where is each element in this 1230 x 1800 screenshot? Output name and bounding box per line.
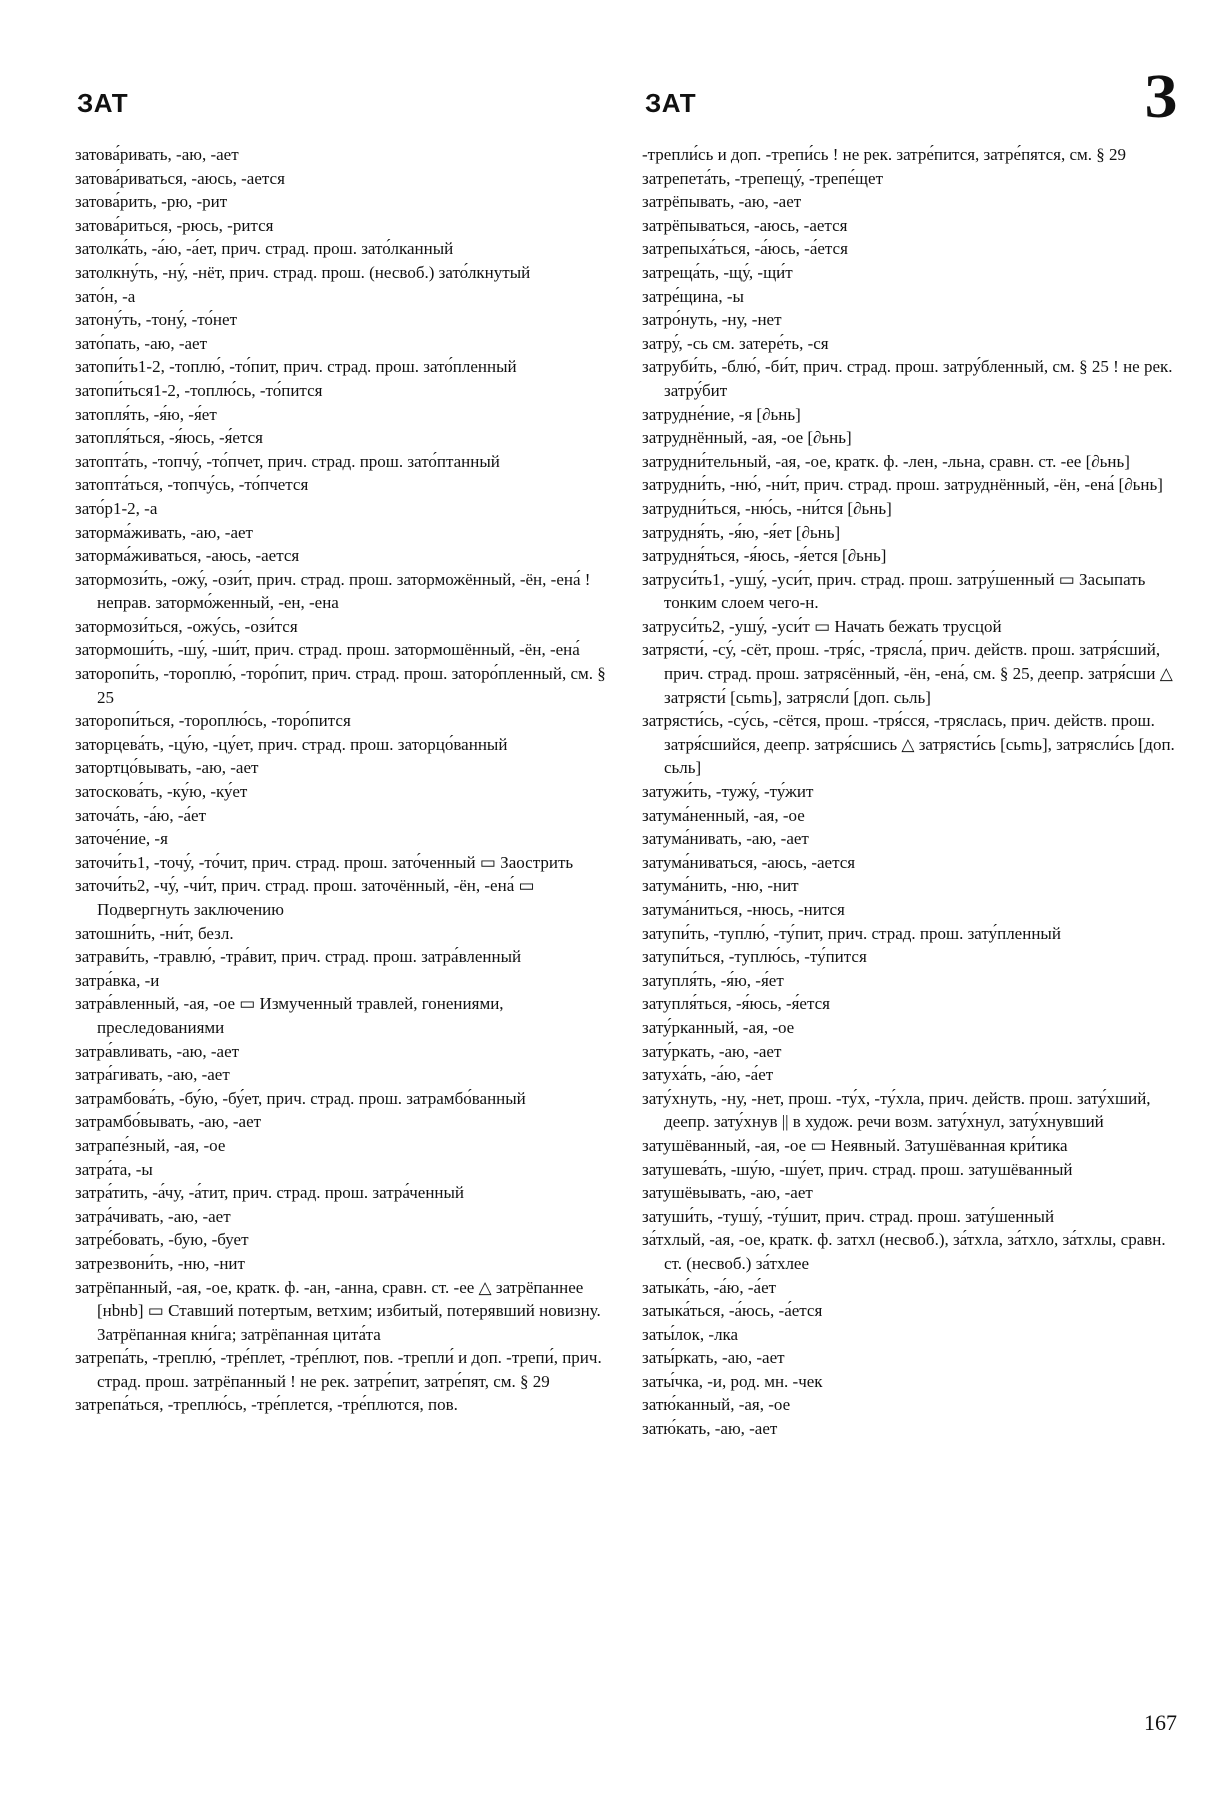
dictionary-entry: затрёпанный, -ая, -ое, кратк. ф. -ан, -анна, сравн. ст. -ее △ затрёпаннее [нbнb] ▭ Ставший потертым, ветхим; избитый, потерявший новизну. Затрёпанная кни́га; затрёпанная цита́та [75,1277,601,1344]
dictionary-entry: затра́тить, -а́чу, -а́тит, прич. страд. прош. затра́ченный [75,1183,465,1203]
dictionary-entry: затова́риться, -рюсь, -рится [75,215,274,235]
dictionary-entry: затормози́ться, -ожу́сь, -ози́тся [75,616,298,636]
dictionary-entry: заторма́живаться, -аюсь, -ается [75,546,300,566]
dictionary-entry: затруси́ть2, -ушу́, -уси́т ▭ Начать бежать трусцой [642,616,1002,636]
dictionary-entry: затума́ниваться, -аюсь, -ается [642,852,856,872]
dictionary-entry: затрудня́ться, -я́юсь, -я́ется [∂ьнь] [642,546,887,566]
dictionary-entry: затра́чивать, -аю, -ает [75,1206,231,1226]
dictionary-entry: заторма́живать, -аю, -ает [75,522,253,542]
page-number: 167 [1144,1710,1177,1735]
dictionary-entry: затуха́ть, -а́ю, -а́ет [642,1065,774,1085]
dictionary-entry: затупи́ться, -туплю́сь, -ту́пится [642,947,867,967]
dictionary-entry: затрясти́сь, -су́сь, -сётся, прош. -тря́сся, -тряслась, прич. действ. прош. затря́сшийся, деепр. затря́сшись △ затрясти́сь [cьmь], затрясли́сь [доп. cьль] [642,711,1175,778]
dictionary-entry: затума́ниться, -нюсь, -нится [642,900,845,919]
dictionary-entry: зату́хнуть, -ну, -нет, прош. -ту́х, -ту́хла, прич. действ. прош. зату́хший, деепр. зату́хнув || в худож. речи возм. зату́хнул, зату́хнувший [642,1088,1151,1132]
dictionary-entry: затруднённый, -ая, -ое [∂ьнь] [642,428,852,448]
dictionary-entry: зату́рканный, -ая, -ое [642,1017,795,1037]
dictionary-entry: заты́лок, -лка [642,1324,739,1344]
dictionary-entry: затормоши́ть, -шу́, -ши́т, прич. страд. прош. затормошённый, -ён, -ена́ [75,640,580,660]
dictionary-entry: затре́бовать, -бую, -бует [75,1230,249,1250]
dictionary-entry: затушева́ть, -шу́ю, -шу́ет, прич. страд. прош. затушёванный [642,1159,1073,1179]
dictionary-entry: затыка́ть, -а́ю, -а́ет [642,1277,777,1297]
dictionary-entry: затрёпывать, -аю, -ает [642,192,802,212]
dictionary-entry: затро́нуть, -ну, -нет [642,310,782,330]
dictionary-entry: зату́ркать, -аю, -ает [642,1041,782,1061]
dictionary-entry: затума́нивать, -аю, -ает [642,829,809,849]
dictionary-entry: затрапе́зный, -ая, -ое [75,1135,226,1155]
dictionary-entry: затупи́ть, -туплю́, -ту́пит, прич. страд. прош. зату́пленный [642,923,1061,943]
dictionary-entry: затопля́ть, -я́ю, -я́ет [75,404,217,424]
dictionary-entry: затрамбова́ть, -бу́ю, -бу́ет, прич. страд. прош. затрамбо́ванный [75,1088,526,1108]
dictionary-entry: заты́чка, -и, род. мн. -чек [642,1371,823,1391]
dictionary-entry: затума́нить, -ню, -нит [642,876,799,896]
dictionary-entry: затра́вка, -и [75,970,160,990]
dictionary-entry: зато́пать, -аю, -ает [75,333,207,353]
dictionary-entry: затре́щина, -ы [642,286,744,306]
dictionary-entry: затоскова́ть, -ку́ю, -ку́ет [75,782,248,802]
dictionary-entry: заточи́ть2, -чу́, -чи́т, прич. страд. прош. заточённый, -ён, -ена́ ▭ Подвергнуть заключению [75,876,535,919]
dictionary-entry: затра́та, -ы [75,1159,153,1179]
dictionary-entry: затю́кать, -аю, -ает [642,1419,778,1439]
dictionary-entry: затормози́ть, -ожу́, -ози́т, прич. страд. прош. заторможённый, -ён, -ена́ ! неправ. затормо́женный, -ен, -ена [75,569,591,613]
dictionary-entry: затушёванный, -ая, -ое ▭ Неявный. Затушёванная кри́тика [642,1135,1068,1155]
dictionary-entry: затра́гивать, -аю, -ает [75,1065,230,1085]
dictionary-entry: затума́ненный, -ая, -ое [642,805,805,825]
dictionary-entry: заты́ркать, -аю, -ает [642,1348,785,1368]
dictionary-entry: затру́, -сь см. затере́ть, -ся [642,333,829,353]
dictionary-entry: зато́р1-2, -а [75,498,158,518]
dictionary-entry: затреща́ть, -щу́, -щи́т [642,262,793,282]
dictionary-entry: затрави́ть, -травлю́, -тра́вит, прич. страд. прош. затра́вленный [75,947,522,967]
dictionary-entry: заторцева́ть, -цу́ю, -цу́ет, прич. страд. прош. заторцо́ванный [75,734,508,754]
dictionary-entry: затолкну́ть, -ну́, -нёт, прич. страд. прош. (несвоб.) зато́лкнутый [75,262,531,282]
dictionary-entry: затортцо́вывать, -аю, -ает [75,758,259,778]
dictionary-entry: затопи́ться1-2, -топлю́сь, -то́пится [75,380,323,400]
dictionary-entry: затрудни́ться, -ню́сь, -ни́тся [∂ьнь] [642,498,892,518]
dictionary-entry: затова́ривать, -аю, -ает [75,145,239,164]
dictionary-entry: заточе́ние, -я [75,829,168,849]
dictionary-entry: затрамбо́вывать, -аю, -ает [75,1112,262,1132]
dictionary-entry: затрепа́ться, -треплю́сь, -тре́плется, -тре́плются, пов. [75,1395,458,1415]
dictionary-entry: заточи́ть1, -точу́, -то́чит, прич. страд. прош. зато́ченный ▭ Заострить [75,852,574,872]
running-head-left: ЗАТ [77,88,129,118]
dictionary-entry: затыка́ться, -а́юсь, -а́ется [642,1301,823,1321]
dictionary-entry: затова́рить, -рю, -рит [75,192,228,212]
dictionary-entry: зато́н, -а [75,286,136,306]
section-letter: З [1144,63,1177,131]
dictionary-entry: заточа́ть, -а́ю, -а́ет [75,805,207,825]
dictionary-entry: затошни́ть, -ни́т, безл. [75,923,234,943]
dictionary-entry: затра́вливать, -аю, -ает [75,1041,240,1061]
right-column [642,143,1180,1441]
running-head-right: ЗАТ [645,88,697,118]
dictionary-entry: затрепыха́ться, -а́юсь, -а́ется [642,239,848,259]
dictionary-entry: заторопи́ться, -тороплю́сь, -торо́пится [75,711,351,731]
dictionary-entry: затрудни́ть, -ню́, -ни́т, прич. страд. прош. затруднённый, -ён, -ена́ [∂ьнь] [642,475,1163,495]
dictionary-entry: затупля́ться, -я́юсь, -я́ется [642,994,830,1014]
left-column [75,143,607,1417]
dictionary-entry: затопта́ть, -топчу́, -то́пчет, прич. страд. прош. зато́птанный [75,451,500,471]
dictionary-entry: затрепа́ть, -треплю́, -тре́плет, -тре́плют, пов. -трепли́ и доп. -трепи́, прич. страд. прош. затрёпанный ! не рек. затре́пит, затре́пят, см. § 29 [75,1348,602,1391]
dictionary-entry: затра́вленный, -ая, -ое ▭ Измученный травлей, гонениями, преследованиями [75,994,504,1037]
dictionary-entry: затупля́ть, -я́ю, -я́ет [642,970,784,990]
dictionary-entry: затрепета́ть, -трепещу́, -трепе́щет [642,168,883,188]
dictionary-entry: затрезвони́ть, -ню, -нит [75,1253,245,1273]
dictionary-entry: затрёпываться, -аюсь, -ается [642,215,848,235]
dictionary-entry: затолка́ть, -а́ю, -а́ет, прич. страд. прош. зато́лканный [75,239,454,259]
dictionary-entry: затрудне́ние, -я [∂ьнь] [642,404,801,424]
dictionary-entry: затрясти́, -су́, -сёт, прош. -тря́с, -трясла́, прич. действ. прош. затря́сший, прич. страд. прош. затрясённый, -ён, -ена́, см. § 25, деепр. затря́сши △ затрясти́ [cьmь], затрясли́ [доп. cьль] [642,640,1173,707]
dictionary-entry: -трепли́сь и доп. -трепи́сь ! не рек. затре́пится, затре́пятся, см. § 29 [642,145,1127,164]
dictionary-entry: затопля́ться, -я́юсь, -я́ется [75,428,263,448]
dictionary-entry: затужи́ть, -тужу́, -ту́жит [642,782,814,802]
dictionary-entry: затуши́ть, -тушу́, -ту́шит, прич. страд. прош. зату́шенный [642,1206,1055,1226]
dictionary-entry: затруби́ть, -блю́, -би́т, прич. страд. прош. затру́бленный, см. § 25 ! не рек. затру́бит [642,357,1173,400]
dictionary-entry: затрудня́ть, -я́ю, -я́ет [∂ьнь] [642,522,841,542]
dictionary-entry: затю́канный, -ая, -ое [642,1395,791,1415]
dictionary-entry: затруси́ть1, -ушу́, -уси́т, прич. страд. прош. затру́шенный ▭ Засыпать тонким слоем чего-н. [642,569,1146,613]
dictionary-entry: затопта́ться, -топчу́сь, -то́пчется [75,475,309,495]
dictionary-entry: затрудни́тельный, -ая, -ое, кратк. ф. -лен, -льна, сравн. ст. -ее [∂ьнь] [642,451,1130,471]
dictionary-entry: затону́ть, -тону́, -то́нет [75,310,238,330]
dictionary-entry: заторопи́ть, -торoплю́, -торо́пит, прич. страд. прош. заторо́пленный, см. § 25 [75,664,606,707]
dictionary-entry: затова́риваться, -аюсь, -ается [75,168,285,188]
dictionary-entry: за́тхлый, -ая, -ое, кратк. ф. затхл (несвоб.), за́тхла, за́тхло, за́тхлы, сравн. ст. (несвоб.) за́тхлее [642,1230,1166,1273]
dictionary-entry: затушёвывать, -аю, -ает [642,1183,813,1203]
dictionary-entry: затопи́ть1-2, -топлю́, -то́пит, прич. страд. прош. зато́пленный [75,357,517,377]
